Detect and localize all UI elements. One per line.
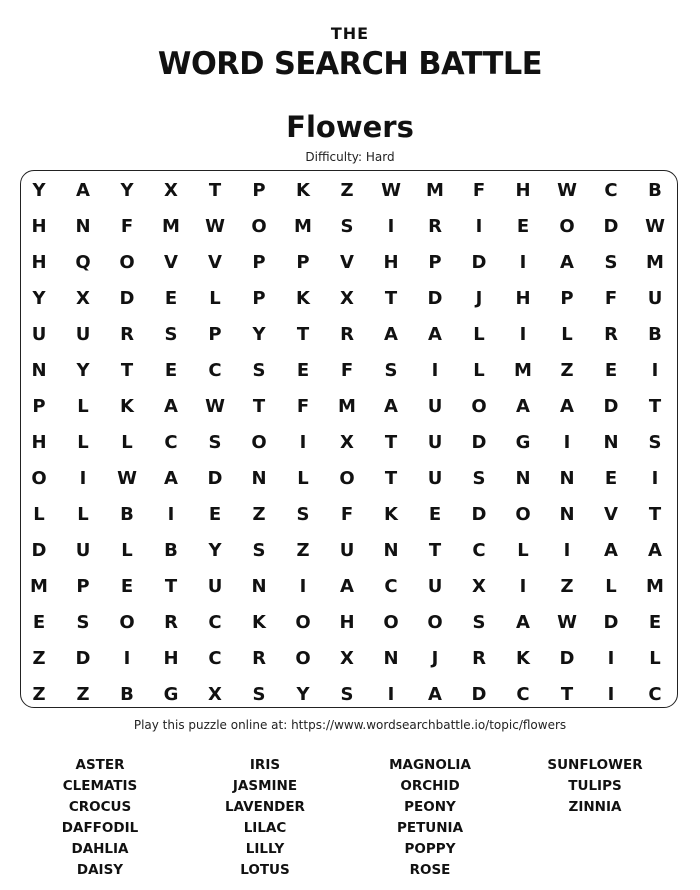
grid-cell: H	[383, 251, 399, 273]
grid-cell: Z	[560, 575, 574, 597]
grid-cell: S	[252, 539, 266, 561]
word-item: ASTER	[75, 757, 125, 773]
grid-cell: L	[517, 539, 529, 561]
grid-cell: A	[428, 323, 442, 345]
grid-cell: P	[560, 287, 574, 309]
grid-cell: E	[208, 503, 222, 525]
grid-cell: E	[648, 611, 662, 633]
grid-cell: P	[252, 251, 266, 273]
difficulty-label: Difficulty: Hard	[305, 150, 395, 164]
word-item: DAISY	[76, 862, 124, 878]
grid-cell: A	[604, 539, 618, 561]
grid-cell: S	[252, 359, 266, 381]
grid-cell: S	[604, 251, 618, 273]
word-item: DAHLIA	[71, 841, 129, 857]
grid-cell: K	[384, 503, 398, 525]
grid-cell: S	[384, 359, 398, 381]
grid-cell: N	[603, 431, 619, 453]
grid-cell: W	[205, 215, 225, 237]
grid-cell: D	[427, 287, 443, 309]
grid-cell: Z	[560, 359, 574, 381]
grid-cell: A	[384, 395, 398, 417]
grid-cell: I	[519, 251, 527, 273]
grid-cell: W	[205, 395, 225, 417]
word-item: SUNFLOWER	[547, 757, 643, 773]
grid-cell: V	[340, 251, 354, 273]
grid-cell: L	[473, 359, 485, 381]
grid-cell: S	[648, 431, 662, 453]
grid-cell: F	[340, 359, 354, 381]
word-item: LAVENDER	[225, 799, 305, 815]
grid-cell: O	[383, 611, 399, 633]
grid-cell: I	[519, 575, 527, 597]
grid-cell: D	[119, 287, 135, 309]
grid-cell: L	[77, 395, 89, 417]
word-item: PETUNIA	[396, 820, 464, 836]
grid-cell: G	[163, 683, 179, 705]
grid-cell: M	[426, 179, 444, 201]
grid-cell: E	[164, 359, 178, 381]
grid-cell: L	[297, 467, 309, 489]
grid-cell: D	[31, 539, 47, 561]
grid-cell: L	[77, 503, 89, 525]
grid-cell: A	[164, 467, 178, 489]
grid-cell: U	[427, 467, 443, 489]
grid-cell: I	[123, 647, 131, 669]
grid-cell: O	[339, 467, 355, 489]
grid-cell: L	[473, 323, 485, 345]
grid-cell: O	[251, 215, 267, 237]
grid-cell: T	[208, 179, 222, 201]
grid-cell: A	[516, 395, 530, 417]
grid-cell: I	[607, 683, 615, 705]
grid-cell: D	[471, 251, 487, 273]
grid-cell: S	[340, 683, 354, 705]
word-column	[15, 756, 185, 882]
grid-cell: C	[208, 359, 222, 381]
grid-cell: N	[251, 575, 267, 597]
grid-cell: B	[120, 683, 134, 705]
grid-cell: X	[472, 575, 486, 597]
grid-cell: E	[428, 503, 442, 525]
grid-cell: K	[120, 395, 134, 417]
word-item: CROCUS	[68, 799, 132, 815]
grid-cell: T	[384, 431, 398, 453]
letter-grid	[17, 172, 677, 712]
grid-cell: W	[557, 179, 577, 201]
grid-cell: Y	[32, 287, 46, 309]
brand-small-title: THE	[330, 24, 370, 43]
grid-cell: F	[296, 395, 310, 417]
word-column	[510, 756, 680, 819]
grid-cell: A	[516, 611, 530, 633]
grid-cell: U	[75, 539, 91, 561]
grid-cell: Y	[32, 179, 46, 201]
grid-cell: X	[164, 179, 178, 201]
grid-cell: D	[603, 395, 619, 417]
grid-cell: R	[252, 647, 266, 669]
word-item: CLEMATIS	[62, 778, 138, 794]
grid-cell: T	[648, 395, 662, 417]
word-item: LOTUS	[240, 862, 290, 878]
grid-cell: N	[251, 467, 267, 489]
grid-cell: P	[428, 251, 442, 273]
grid-cell: S	[76, 611, 90, 633]
grid-cell: N	[559, 503, 575, 525]
word-item: JASMINE	[232, 778, 298, 794]
grid-cell: X	[208, 683, 222, 705]
grid-cell: I	[431, 359, 439, 381]
grid-cell: U	[207, 575, 223, 597]
grid-cell: Z	[32, 647, 46, 669]
grid-cell: O	[31, 467, 47, 489]
grid-cell: F	[340, 503, 354, 525]
grid-cell: M	[646, 251, 664, 273]
grid-cell: Z	[340, 179, 354, 201]
word-item: DAFFODIL	[61, 820, 139, 836]
grid-cell: L	[605, 575, 617, 597]
grid-cell: O	[119, 251, 135, 273]
grid-cell: M	[646, 575, 664, 597]
grid-cell: C	[384, 575, 398, 597]
grid-cell: H	[31, 215, 47, 237]
grid-cell: V	[604, 503, 618, 525]
grid-cell: S	[340, 215, 354, 237]
grid-cell: Y	[296, 683, 310, 705]
grid-cell: E	[32, 611, 46, 633]
grid-cell: F	[604, 287, 618, 309]
grid-cell: S	[472, 467, 486, 489]
grid-cell: A	[340, 575, 354, 597]
brand-logo-title: WORD SEARCH BATTLE	[157, 46, 543, 82]
word-item: MAGNOLIA	[389, 757, 471, 773]
grid-cell: Z	[296, 539, 310, 561]
grid-cell: K	[516, 647, 530, 669]
grid-cell: X	[340, 647, 354, 669]
grid-cell: T	[384, 287, 398, 309]
grid-cell: C	[208, 647, 222, 669]
grid-cell: T	[164, 575, 178, 597]
grid-cell: U	[427, 395, 443, 417]
word-column	[345, 756, 515, 882]
grid-cell: I	[651, 467, 659, 489]
grid-cell: N	[559, 467, 575, 489]
grid-cell: O	[559, 215, 575, 237]
grid-cell: T	[252, 395, 266, 417]
grid-cell: F	[120, 215, 134, 237]
grid-cell: J	[431, 647, 439, 669]
grid-cell: A	[384, 323, 398, 345]
grid-cell: A	[560, 395, 574, 417]
grid-cell: G	[515, 431, 531, 453]
grid-cell: U	[427, 575, 443, 597]
grid-cell: B	[164, 539, 178, 561]
grid-cell: L	[121, 431, 133, 453]
grid-cell: S	[472, 611, 486, 633]
word-item: TULIPS	[568, 778, 622, 794]
word-list	[0, 756, 700, 886]
grid-cell: C	[472, 539, 486, 561]
grid-cell: O	[251, 431, 267, 453]
grid-cell: W	[117, 467, 137, 489]
grid-cell: D	[603, 611, 619, 633]
grid-cell: C	[164, 431, 178, 453]
grid-cell: U	[339, 539, 355, 561]
grid-cell: I	[167, 503, 175, 525]
grid-cell: P	[296, 251, 310, 273]
grid-cell: Y	[252, 323, 266, 345]
grid-cell: D	[603, 215, 619, 237]
grid-cell: L	[649, 647, 661, 669]
grid-cell: O	[119, 611, 135, 633]
grid-cell: Y	[120, 179, 134, 201]
grid-cell: X	[340, 287, 354, 309]
grid-cell: N	[383, 647, 399, 669]
grid-cell: S	[252, 683, 266, 705]
grid-cell: U	[647, 287, 663, 309]
grid-cell: I	[387, 683, 395, 705]
grid-cell: H	[515, 179, 531, 201]
grid-cell: I	[563, 431, 571, 453]
word-item: IRIS	[249, 757, 281, 773]
grid-cell: N	[31, 359, 47, 381]
grid-cell: D	[207, 467, 223, 489]
grid-cell: A	[164, 395, 178, 417]
grid-cell: E	[604, 359, 618, 381]
grid-cell: S	[164, 323, 178, 345]
grid-cell: K	[252, 611, 266, 633]
word-item: ZINNIA	[568, 799, 622, 815]
grid-cell: T	[120, 359, 134, 381]
grid-cell: W	[381, 179, 401, 201]
grid-cell: R	[340, 323, 354, 345]
grid-cell: E	[516, 215, 530, 237]
grid-cell: A	[428, 683, 442, 705]
grid-cell: B	[648, 179, 662, 201]
grid-cell: J	[475, 287, 483, 309]
grid-cell: Z	[76, 683, 90, 705]
grid-cell: I	[475, 215, 483, 237]
grid-cell: Z	[32, 683, 46, 705]
grid-cell: K	[296, 179, 310, 201]
grid-cell: M	[338, 395, 356, 417]
grid-cell: A	[76, 179, 90, 201]
grid-cell: T	[296, 323, 310, 345]
grid-cell: I	[387, 215, 395, 237]
puzzle-title: Flowers	[286, 110, 414, 144]
grid-cell: E	[604, 467, 618, 489]
grid-cell: M	[294, 215, 312, 237]
grid-cell: F	[472, 179, 486, 201]
grid-cell: R	[428, 215, 442, 237]
grid-cell: E	[164, 287, 178, 309]
grid-cell: O	[515, 503, 531, 525]
grid-cell: M	[30, 575, 48, 597]
grid-cell: B	[120, 503, 134, 525]
grid-cell: O	[471, 395, 487, 417]
grid-cell: U	[31, 323, 47, 345]
grid-cell: D	[471, 683, 487, 705]
grid-cell: E	[120, 575, 134, 597]
grid-cell: I	[299, 431, 307, 453]
grid-cell: H	[31, 431, 47, 453]
grid-cell: X	[76, 287, 90, 309]
grid-cell: L	[209, 287, 221, 309]
grid-cell: D	[471, 503, 487, 525]
grid-cell: R	[164, 611, 178, 633]
grid-cell: I	[651, 359, 659, 381]
grid-cell: M	[162, 215, 180, 237]
grid-cell: C	[648, 683, 662, 705]
grid-cell: U	[75, 323, 91, 345]
grid-cell: P	[252, 287, 266, 309]
grid-cell: T	[648, 503, 662, 525]
grid-cell: Y	[208, 539, 222, 561]
grid-cell: N	[515, 467, 531, 489]
grid-cell: Y	[76, 359, 90, 381]
grid-cell: H	[163, 647, 179, 669]
grid-cell: U	[427, 431, 443, 453]
grid-cell: P	[252, 179, 266, 201]
grid-cell: Q	[75, 251, 91, 273]
grid-cell: I	[607, 647, 615, 669]
word-item: ROSE	[409, 862, 451, 878]
grid-cell: L	[561, 323, 573, 345]
grid-cell: D	[559, 647, 575, 669]
grid-cell: C	[516, 683, 530, 705]
grid-cell: N	[383, 539, 399, 561]
grid-cell: P	[76, 575, 90, 597]
grid-cell: N	[75, 215, 91, 237]
word-column	[180, 756, 350, 882]
grid-cell: R	[472, 647, 486, 669]
grid-cell: A	[648, 539, 662, 561]
word-item: POPPY	[404, 841, 456, 857]
word-item: LILAC	[243, 820, 287, 836]
word-item: ORCHID	[400, 778, 460, 794]
grid-cell: E	[296, 359, 310, 381]
grid-cell: C	[208, 611, 222, 633]
grid-cell: P	[208, 323, 222, 345]
word-item: LILLY	[245, 841, 285, 857]
grid-cell: W	[557, 611, 577, 633]
grid-cell: L	[121, 539, 133, 561]
word-item: PEONY	[404, 799, 456, 815]
grid-cell: M	[514, 359, 532, 381]
grid-cell: X	[340, 431, 354, 453]
grid-cell: O	[295, 611, 311, 633]
grid-cell: I	[299, 575, 307, 597]
grid-cell: H	[339, 611, 355, 633]
online-link-text: Play this puzzle online at: https://www.wordsearchbattle.io/topic/flowers	[133, 718, 567, 732]
grid-cell: D	[471, 431, 487, 453]
grid-cell: C	[604, 179, 618, 201]
grid-cell: O	[295, 647, 311, 669]
grid-cell: T	[384, 467, 398, 489]
grid-cell: R	[120, 323, 134, 345]
grid-cell: L	[77, 431, 89, 453]
grid-cell: R	[604, 323, 618, 345]
grid-cell: S	[208, 431, 222, 453]
grid-cell: S	[296, 503, 310, 525]
grid-cell: P	[32, 395, 46, 417]
grid-cell: I	[79, 467, 87, 489]
grid-cell: T	[428, 539, 442, 561]
grid-cell: W	[645, 215, 665, 237]
grid-cell: H	[515, 287, 531, 309]
grid-cell: L	[33, 503, 45, 525]
grid-cell: B	[648, 323, 662, 345]
grid-cell: H	[31, 251, 47, 273]
grid-cell: I	[519, 323, 527, 345]
grid-cell: I	[563, 539, 571, 561]
grid-cell: A	[560, 251, 574, 273]
grid-cell: Z	[252, 503, 266, 525]
grid-cell: D	[75, 647, 91, 669]
grid-cell: K	[296, 287, 310, 309]
grid-cell: T	[560, 683, 574, 705]
grid-cell: O	[427, 611, 443, 633]
grid-cell: V	[208, 251, 222, 273]
grid-cell: V	[164, 251, 178, 273]
